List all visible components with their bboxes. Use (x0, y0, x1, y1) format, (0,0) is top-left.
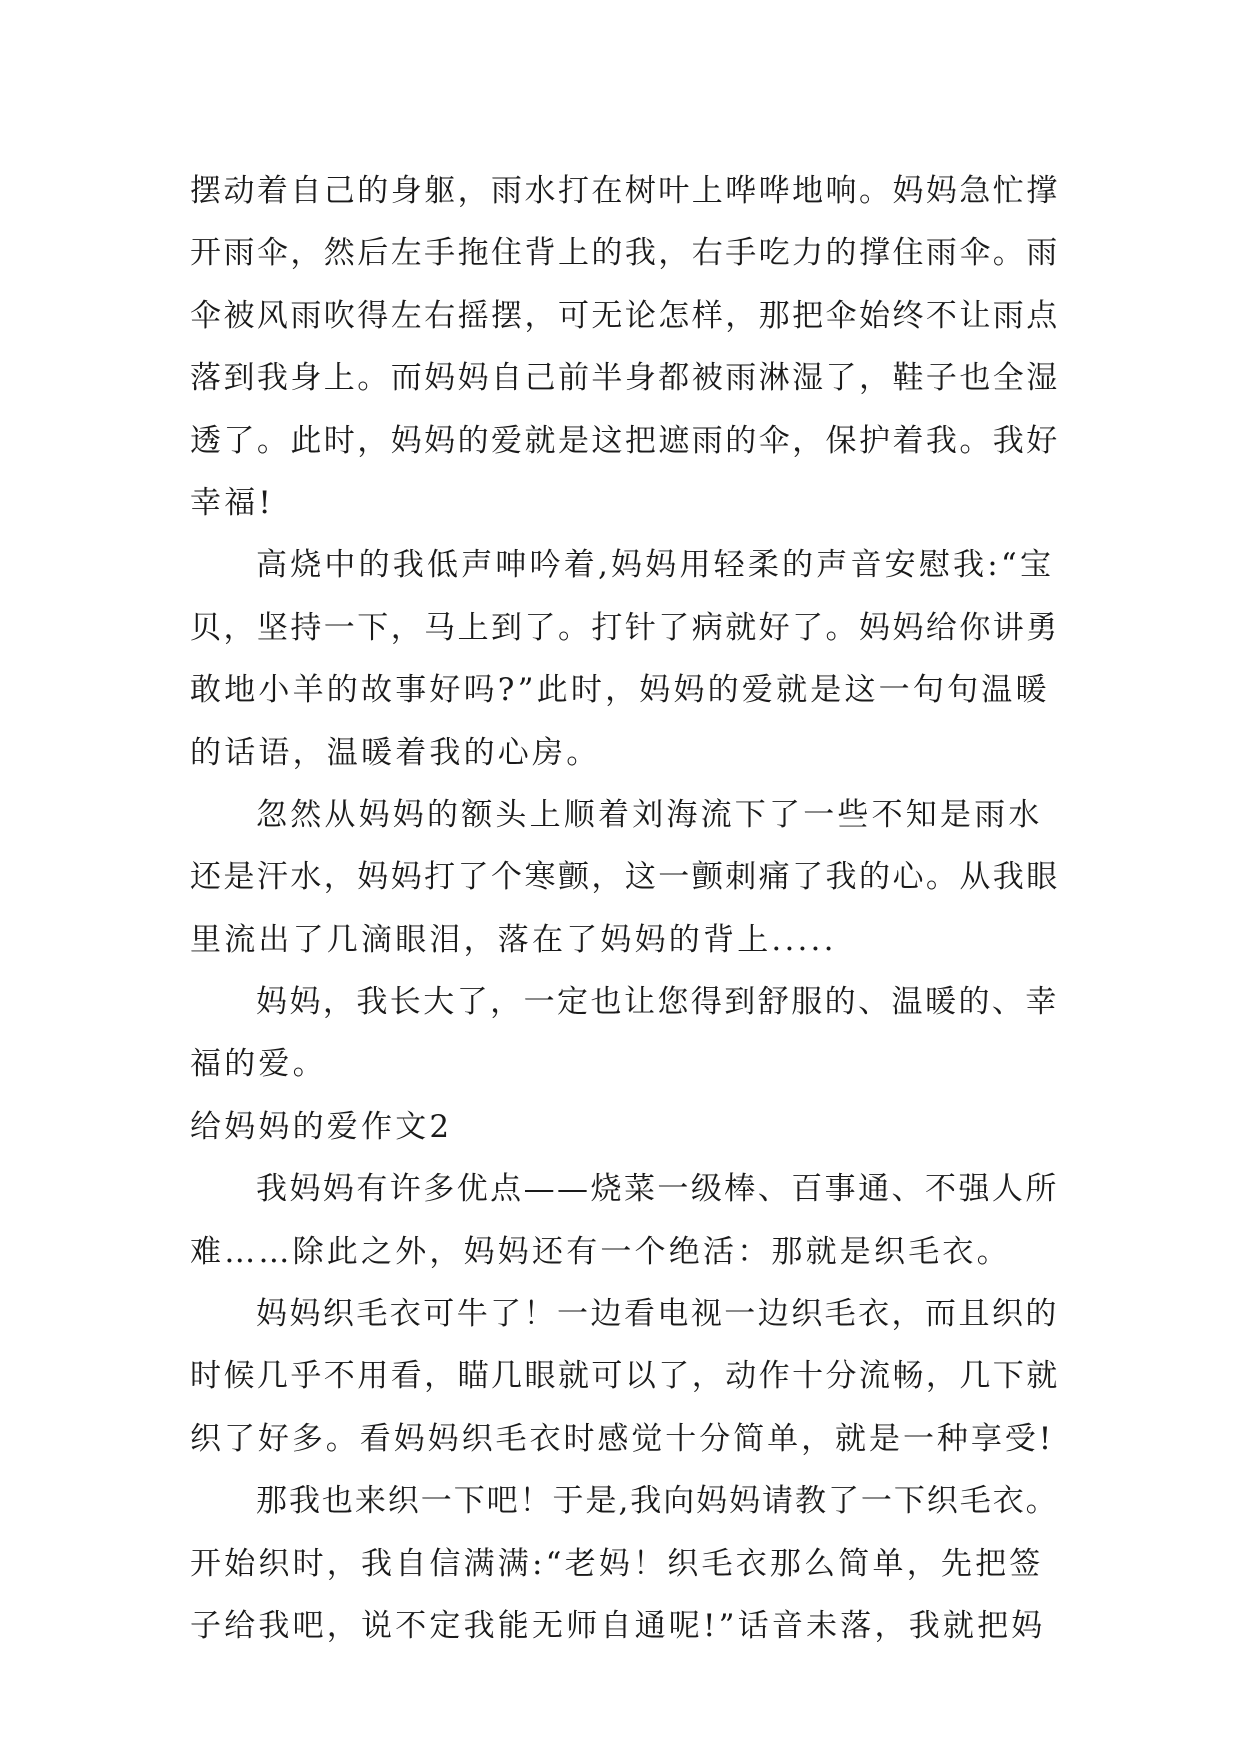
text-line: 贝，坚持一下，马上到了。打针了病就好了。妈妈给你讲勇 (190, 609, 1060, 646)
text-line: 织了好多。看妈妈织毛衣时感觉十分简单，就是一种享受! (190, 1420, 1055, 1457)
text-line: 高烧中的我低声呻吟着,妈妈用轻柔的声音安慰我:“宝 (256, 547, 1055, 584)
text-line: 还是汗水，妈妈打了个寒颤，这一颤刺痛了我的心。从我眼 (190, 859, 1060, 896)
text-line: 忽然从妈妈的额头上顺着刘海流下了一些不知是雨水 (256, 796, 1043, 833)
text-line: 里流出了几滴眼泪，落在了妈妈的背上..... (190, 921, 837, 958)
text-line: 敢地小羊的故事好吗?”此时，妈妈的爱就是这一句句温暖 (190, 672, 1050, 709)
text-line: 的话语，温暖着我的心房。 (190, 734, 601, 771)
text-line: 时候几乎不用看，瞄几眼就可以了，动作十分流畅，几下就 (190, 1358, 1060, 1395)
text-line: 那我也来织一下吧！于是,我向妈妈请教了一下织毛衣。 (256, 1483, 1059, 1520)
document-body (190, 160, 1060, 1657)
text-line: 难……除此之外，妈妈还有一个绝活：那就是织毛衣。 (190, 1233, 1011, 1270)
text-line: 幸福! (190, 484, 275, 521)
text-line: 透了。此时，妈妈的爱就是这把遮雨的伞，保护着我。我好 (190, 422, 1060, 459)
text-line: 给妈妈的爱作文2 (190, 1108, 453, 1145)
text-line: 妈妈织毛衣可牛了！一边看电视一边织毛衣，而且织的 (256, 1296, 1059, 1333)
text-line: 落到我身上。而妈妈自己前半身都被雨淋湿了，鞋子也全湿 (190, 360, 1060, 397)
text-line: 我妈妈有许多优点——烧菜一级棒、百事通、不强人所 (256, 1171, 1059, 1208)
text-line: 伞被风雨吹得左右摇摆，可无论怎样，那把伞始终不让雨点 (190, 297, 1060, 334)
text-line: 摆动着自己的身躯，雨水打在树叶上哗哗地响。妈妈急忙撑 (190, 173, 1060, 209)
text-line: 妈妈，我长大了，一定也让您得到舒服的、温暖的、幸 (256, 984, 1059, 1021)
text-line: 福的爱。 (190, 1046, 327, 1083)
text-line: 子给我吧，说不定我能无师自通呢!”话音未落，我就把妈 (190, 1607, 1046, 1644)
text-line: 开雨伞，然后左手拖住背上的我，右手吃力的撑住雨伞。雨 (190, 235, 1060, 272)
text-line: 开始织时，我自信满满:“老妈！织毛衣那么简单，先把签 (190, 1545, 1044, 1582)
